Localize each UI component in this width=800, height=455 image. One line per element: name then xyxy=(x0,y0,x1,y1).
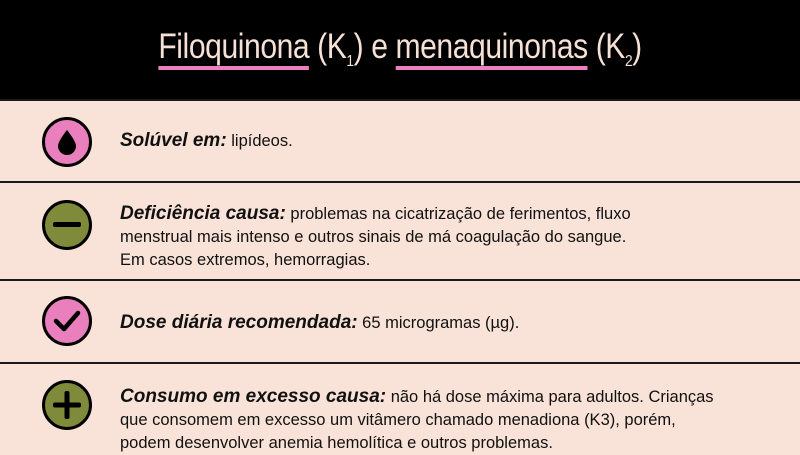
solubility-text xyxy=(120,129,770,153)
title-subscript-2: 2 xyxy=(624,52,633,70)
title-connector: ) e xyxy=(353,26,396,66)
page-title xyxy=(158,26,642,70)
solubility-value: lipídeos. xyxy=(226,132,293,150)
info-row-excess xyxy=(0,362,800,452)
daily-dose-label: Dose diária recomendada: xyxy=(120,312,358,333)
excess-line-2: que consomem em excesso um vitâmero chamado menadiona (K3), porém, xyxy=(120,411,676,429)
deficiency-line-1: problemas na cicatrização de ferimentos, fluxo xyxy=(285,205,631,223)
title-banner xyxy=(0,0,800,101)
deficiency-text xyxy=(120,202,770,272)
plus-icon xyxy=(42,380,92,430)
minus-icon xyxy=(42,200,92,250)
drop-icon xyxy=(42,117,92,167)
check-icon xyxy=(42,296,92,346)
title-k-open-2: (K xyxy=(587,26,625,66)
deficiency-label: Deficiência causa: xyxy=(120,203,286,224)
excess-line-1: não há dose máxima para adultos. Crianças xyxy=(386,388,714,406)
deficiency-line-2: menstrual mais intenso e outros sinais de má coagulação do sangue. xyxy=(120,228,627,246)
excess-line-3: podem desenvolver anemia hemolítica e outros problemas. xyxy=(120,434,553,452)
info-row-daily-dose xyxy=(0,279,800,362)
deficiency-line-3: Em casos extremos, hemorragias. xyxy=(120,251,371,269)
excess-label: Consumo em excesso causa: xyxy=(120,386,387,407)
title-menaquinonas: menaquinonas xyxy=(395,27,587,70)
daily-dose-value: 65 microgramas (µg). xyxy=(357,314,520,332)
solubility-label: Solúvel em: xyxy=(120,130,227,151)
info-row-deficiency xyxy=(0,181,800,279)
title-subscript-1: 1 xyxy=(346,52,354,70)
title-close: ) xyxy=(632,26,642,66)
title-k-open: (K xyxy=(309,26,347,66)
daily-dose-text xyxy=(120,311,770,335)
info-row-solubility xyxy=(0,99,800,181)
title-filoquinona: Filoquinona xyxy=(158,27,309,70)
